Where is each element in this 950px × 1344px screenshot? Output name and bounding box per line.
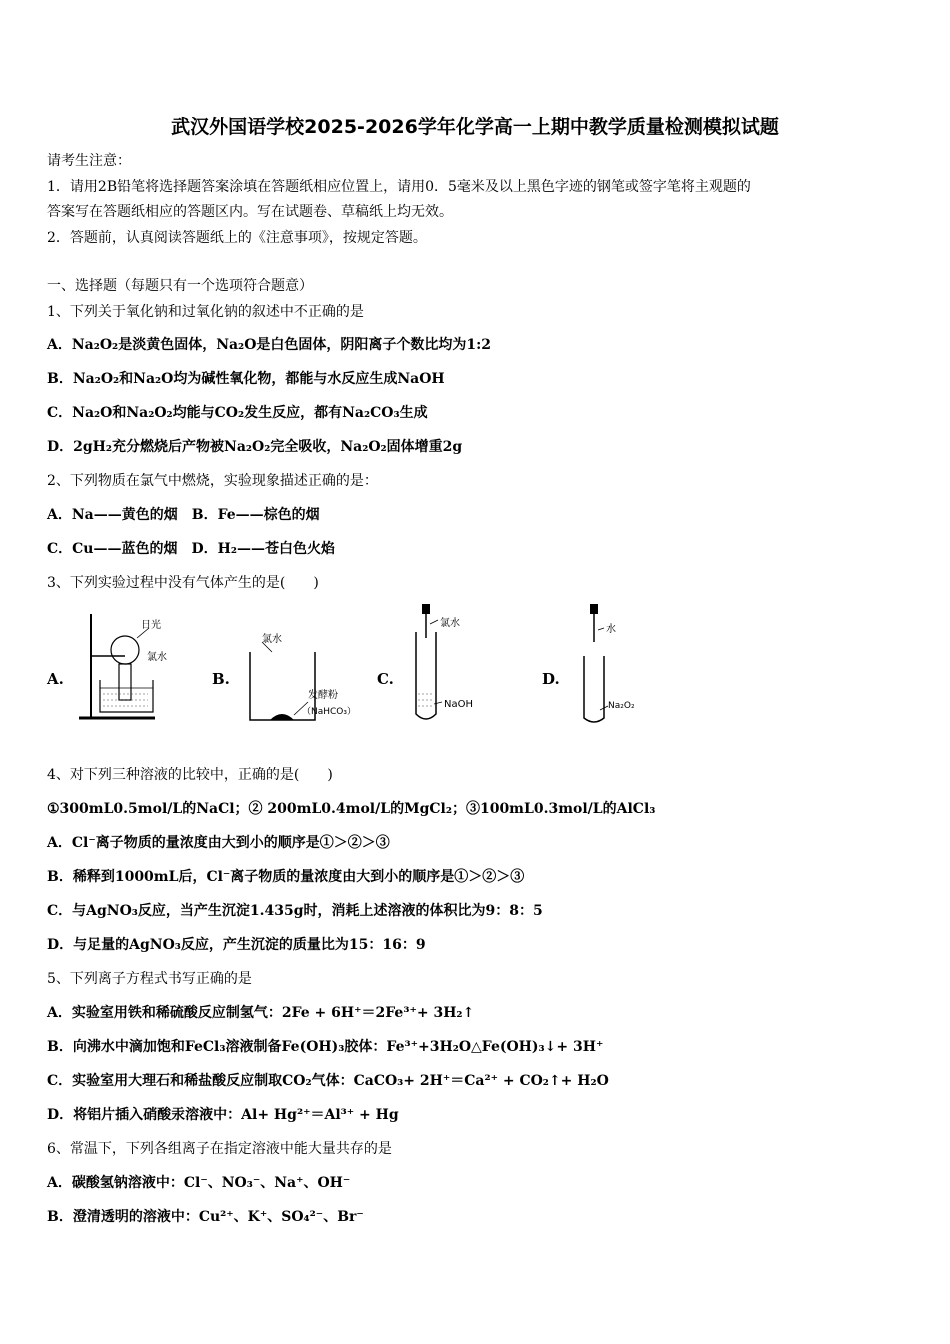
apparatus-c-water-label: 氯水	[440, 618, 460, 629]
question-1-option-c: C．Na₂O和Na₂O₂均能与CO₂发生反应，都有Na₂CO₃生成	[47, 405, 428, 421]
apparatus-b-powder-label: 发酵粉	[308, 690, 338, 701]
question-3-label-d: D.	[542, 670, 560, 688]
notice-item1-line2: 答案写在答题纸相应的答题区内。写在试题卷、草稿纸上均无效。	[47, 204, 453, 220]
question-5-option-c: C．实验室用大理石和稀盐酸反应制取CO₂气体：CaCO₃+ 2H⁺＝Ca²⁺ + CO₂↑+ H₂O	[47, 1073, 609, 1089]
question-1-option-a: A．Na₂O₂是淡黄色固体，Na₂O是白色固体，阴阳离子个数比均为1:2	[47, 337, 492, 353]
question-5-option-a: A．实验室用铁和稀硫酸反应制氢气：2Fe + 6H⁺＝2Fe³⁺+ 3H₂↑	[47, 1005, 475, 1021]
apparatus-a-figure	[75, 608, 185, 726]
apparatus-b-powder-formula: （NaHCO₃）	[302, 707, 356, 717]
question-4-option-a: A．Cl⁻离子物质的量浓度由大到小的顺序是①＞②＞③	[47, 835, 390, 851]
apparatus-c-figure	[400, 602, 500, 727]
section-heading: 一、选择题（每题只有一个选项符合题意）	[47, 278, 313, 294]
page-title: 武汉外国语学校2025-2026学年化学高一上期中教学质量检测模拟试题	[171, 116, 779, 138]
question-3-label-c: C.	[377, 670, 394, 688]
question-4-given: ①300mL0.5mol/L的NaCl；② 200mL0.4mol/L的MgCl₂；③100mL0.3mol/L的AlCl₃	[47, 801, 656, 817]
notice-item2: 2．答题前，认真阅读答题纸上的《注意事项》，按规定答题。	[47, 230, 427, 246]
apparatus-b-water-label: 氯水	[262, 634, 282, 645]
question-2-stem: 2、下列物质在氯气中燃烧，实验现象描述正确的是：	[47, 473, 378, 489]
apparatus-a-light-label: 日光	[141, 620, 161, 631]
question-1-stem: 1、下列关于氧化钠和过氧化钠的叙述中不正确的是	[47, 304, 364, 320]
question-6-stem: 6、常温下，下列各组离子在指定溶液中能大量共存的是	[47, 1141, 392, 1157]
question-3-stem: 3、下列实验过程中没有气体产生的是( )	[47, 575, 319, 591]
question-5-stem: 5、下列离子方程式书写正确的是	[47, 971, 252, 987]
question-2-options-ab: A．Na——黄色的烟 B．Fe——棕色的烟	[47, 507, 320, 523]
apparatus-d-water-label: 水	[606, 624, 616, 635]
apparatus-d-solid-label: Na₂O₂	[608, 701, 635, 711]
question-4-option-b: B．稀释到1000mL后，Cl⁻离子物质的量浓度由大到小的顺序是①＞②＞③	[47, 869, 525, 885]
question-5-option-d: D．将铝片插入硝酸汞溶液中：Al+ Hg²⁺＝Al³⁺ + Hg	[47, 1107, 399, 1123]
question-5-option-b: B．向沸水中滴加饱和FeCl₃溶液制备Fe(OH)₃胶体：Fe³⁺+3H₂O△Fe(OH)₃↓+ 3H⁺	[47, 1039, 604, 1055]
question-6-option-b: B．澄清透明的溶液中：Cu²⁺、K⁺、SO₄²⁻、Br⁻	[47, 1209, 364, 1225]
apparatus-a-water-label: 氯水	[147, 652, 167, 663]
apparatus-b-figure	[240, 630, 370, 730]
notice-item1-line1: 1．请用2B铅笔将选择题答案涂填在答题纸相应位置上，请用0．5毫米及以上黑色字迹的钢笔或签字笔将主观题的	[47, 179, 751, 195]
apparatus-d-figure	[570, 602, 670, 727]
question-1-option-b: B．Na₂O₂和Na₂O均为碱性氧化物，都能与水反应生成NaOH	[47, 371, 445, 387]
question-4-option-c: C．与AgNO₃反应，当产生沉淀1.435g时，消耗上述溶液的体积比为9：8：5	[47, 903, 543, 919]
notice-heading: 请考生注意：	[47, 153, 131, 169]
apparatus-c-sol-label: NaOH	[444, 699, 473, 710]
question-3-label-b: B.	[212, 670, 230, 688]
question-4-stem: 4、对下列三种溶液的比较中，正确的是( )	[47, 767, 333, 783]
question-2-options-cd: C．Cu——蓝色的烟 D．H₂——苍白色火焰	[47, 541, 335, 557]
question-3-label-a: A.	[47, 670, 64, 688]
question-1-option-d: D．2gH₂充分燃烧后产物被Na₂O₂完全吸收，Na₂O₂固体增重2g	[47, 439, 463, 455]
question-6-option-a: A．碳酸氢钠溶液中：Cl⁻、NO₃⁻、Na⁺、OH⁻	[47, 1175, 351, 1191]
question-4-option-d: D．与足量的AgNO₃反应，产生沉淀的质量比为15：16：9	[47, 937, 426, 953]
